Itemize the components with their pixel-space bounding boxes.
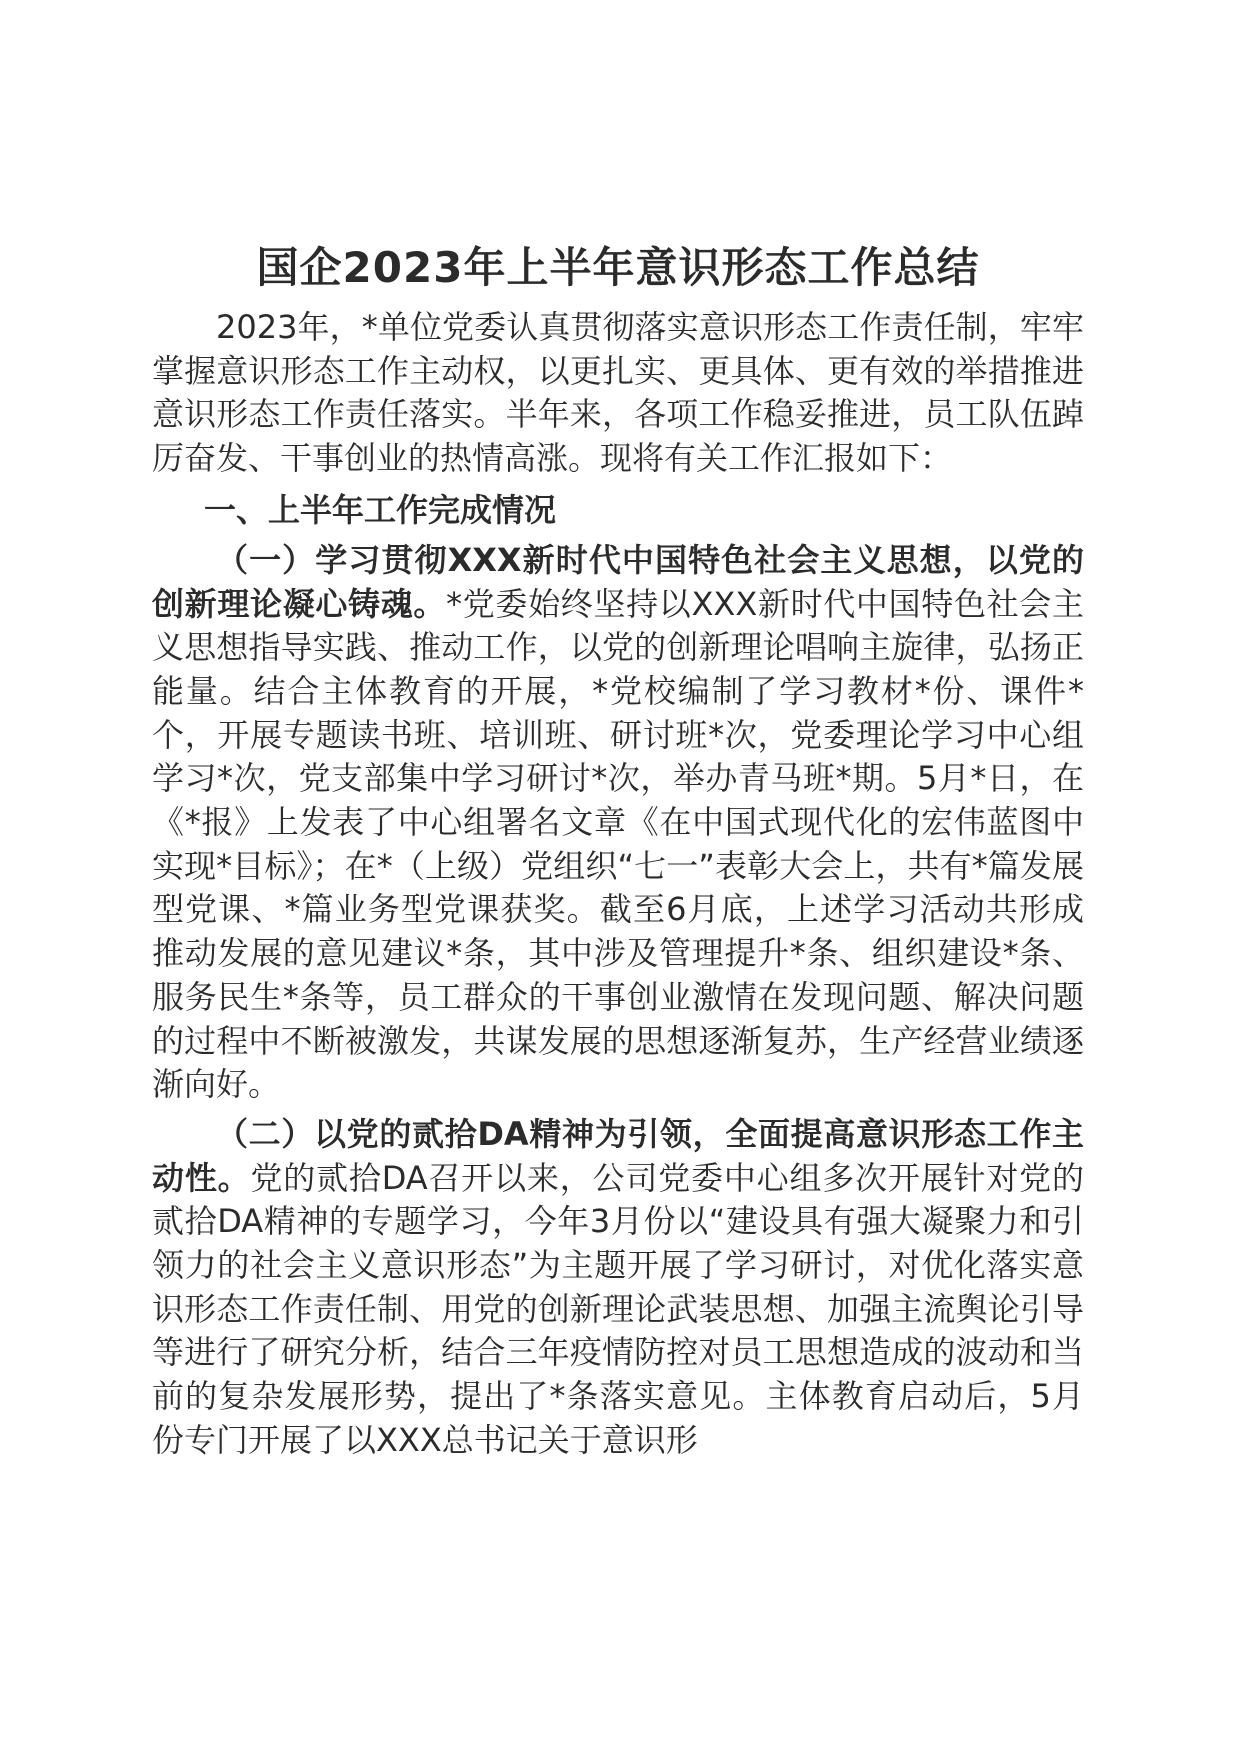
intro-paragraph: 2023年，*单位党委认真贯彻落实意识形态工作责任制，牢牢掌握意识形态工作主动权，以更扎实、更具体、更有效的举措推进意识形态工作责任落实。半年来，各项工作稳妥推进，员工队伍踔厉奋发、干事创业的热情高涨。现将有关工作汇报如下： xyxy=(152,308,1084,478)
item-body-2: 党的贰拾DA召开以来，公司党委中心组多次开展针对党的贰拾DA精神的专题学习，今年3月份以“建设具有强大凝聚力和引领力的社会主义意识形态”为主题开展了学习研讨，对优化落实意识形态工作责任制、用党的创新理论武装思想、加强主流舆论引导等进行了研究分析，结合三年疫情防控对员工思想造成的波动和当前的复杂发展形势，提出了*条落实意见。主体教育启动后，5月份专门开展了以XXX总书记关于意识形 xyxy=(152,1158,1084,1459)
item-lead-2: （二）以党的贰拾DA精神为引领，全面提高意识形态工作主动性。 xyxy=(152,1114,1084,1197)
item-paragraph-1 xyxy=(152,539,1084,1107)
section-heading-1: 一、上半年工作完成情况 xyxy=(204,490,557,529)
document-title: 国企2023年上半年意识形态工作总结 xyxy=(256,243,980,292)
item-paragraph-2 xyxy=(152,1113,1084,1463)
item-body-1: *党委始终坚持以XXX新时代中国特色社会主义思想指导实践、推动工作，以党的创新理论唱响主旋律，弘扬正能量。结合主体教育的开展，*党校编制了学习教材*份、课件*个，开展专题读书班、培训班、研讨班*次，党委理论学习中心组学习*次，党支部集中学习研讨*次，举办青马班*期。5月*日，在《*报》上发表了中心组署名文章《在中国式现代化的宏伟蓝图中实现*目标》；在*（上级）党组织“七一”表彰大会上，共有*篇发展型党课、*篇业务型党课获奖。截至6月底，上述学习活动共形成推动发展的意见建议*条，其中涉及管理提升*条、组织建设*条、服务民生*条等，员工群众的干事创业激情在发现问题、解决问题的过程中不断被激发，共谋发展的思想逐渐复苏，生产经营业绩逐渐向好。 xyxy=(152,584,1084,1104)
document-body xyxy=(152,238,1084,1463)
item-lead-1: （一）学习贯彻XXX新时代中国特色社会主义思想，以党的创新理论凝心铸魂。 xyxy=(152,540,1084,623)
